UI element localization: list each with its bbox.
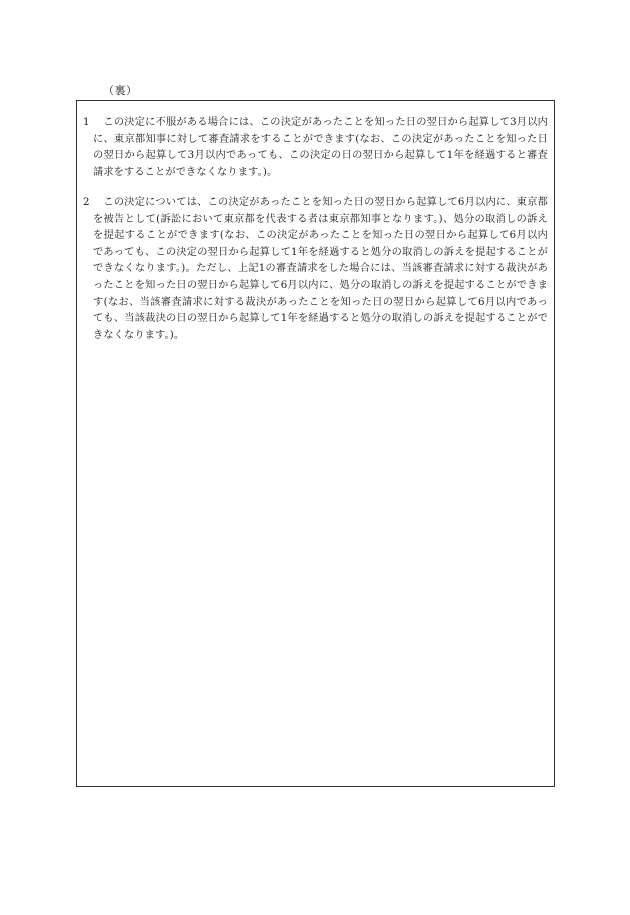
- notice-text: この決定に不服がある場合には、この決定があったことを知った日の翌日から起算して3月以内に、東京都知事に対して審査請求をすることができます(なお、この決定があったことを知った日の翌日から起算して3月以内であっても、この決定の日の翌日から起算して1年を経過すると審査請求をすることができなくなります。)。: [93, 117, 548, 178]
- notice-number: 2: [83, 197, 90, 208]
- notice-frame: [76, 100, 555, 787]
- page-side-label: （裏）: [103, 84, 138, 97]
- notice-item-appeal: [83, 115, 548, 181]
- notice-item-lawsuit: [83, 195, 548, 344]
- notice-text: この決定については、この決定があったことを知った日の翌日から起算して6月以内に、東京都を被告として(訴訟において東京都を代表する者は東京都知事となります。)、処分の取消しの訴えを提起することができます(なお、この決定があったことを知った日の翌日から起算して6月以内であっても、この決定の翌日から起算して1年を経過すると処分の取消しの訴えを提起することができなくなります。)。ただし、上記1の審査請求をした場合には、当該審査請求に対する裁決があったことを知った日の翌日から起算して6月以内に、処分の取消しの訴えを提起することができます(なお、当該審査請求に対する裁決があったことを知った日の翌日から起算して6月以内であっても、当該裁決の日の翌日から起算して1年を経過すると処分の取消しの訴えを提起することができなくなります。)。: [93, 197, 548, 341]
- notice-number: 1: [83, 117, 90, 128]
